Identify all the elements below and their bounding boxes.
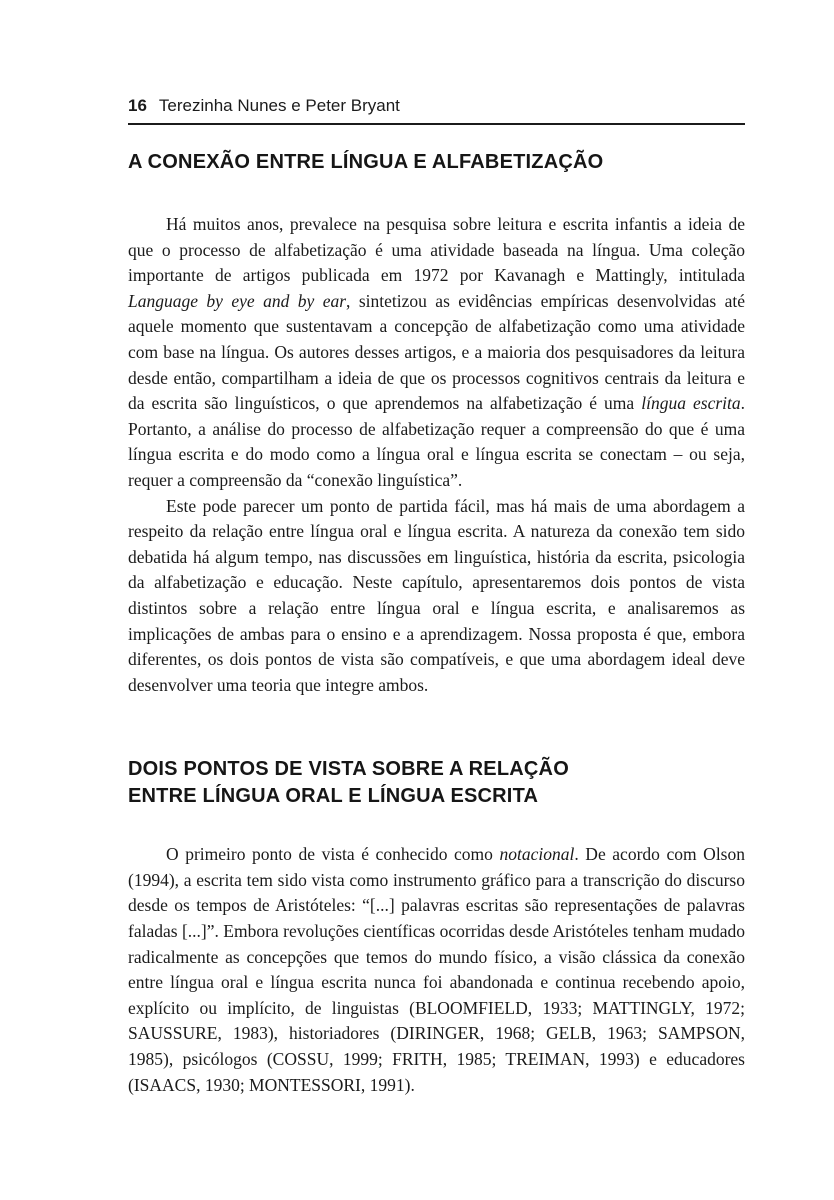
running-header: [128, 96, 745, 125]
italic-text-run: língua escrita: [641, 393, 741, 414]
text-run: . Portanto, a análise do processo de alfabetização requer a compreensão do que é uma língua escrita e do modo como a língua oral e língua escrita se conectam – ou seja, requer a compreensão da “conexão linguística”.: [128, 393, 745, 490]
section-heading-conexao: [128, 149, 745, 176]
paragraph: [128, 494, 745, 699]
heading-line: ENTRE LÍNGUA ORAL E LÍNGUA ESCRITA: [128, 785, 539, 808]
section-body-conexao: [128, 212, 745, 698]
heading-line: DOIS PONTOS DE VISTA SOBRE A RELAÇÃO: [128, 758, 569, 781]
italic-text-run: Language by eye and by ear: [128, 290, 347, 311]
page-number: 16: [128, 96, 147, 115]
text-run: O primeiro ponto de vista é conhecido como: [166, 844, 500, 865]
running-title: Terezinha Nunes e Peter Bryant: [158, 96, 400, 115]
paragraph: [128, 212, 745, 494]
section-heading-dois-pontos: [128, 756, 745, 810]
text-run: . De acordo com Olson (1994), a escrita tem sido vista como instrumento gráfico para a transcrição do discurso desde os tempos de Aristóteles: “[...] palavras escritas são representações de palavras faladas [...]”. Embora revoluções científicas ocorridas desde Aristóteles tenham mudado radicalmente as concepções que temos do mundo físico, a visão clássica da conexão entre língua oral e língua escrita nunca foi abandonada e continua recebendo apoio, explícito ou implícito, de linguistas (BLOOMFIELD, 1933; MATTINGLY, 1972; SAUSSURE, 1983), historiadores (DIRINGER, 1968; GELB, 1963; SAMPSON, 1985), psicólogos (COSSU, 1999; FRITH, 1985; TREIMAN, 1993) e educadores (ISAACS, 1930; MONTESSORI, 1991).: [128, 844, 745, 1095]
text-run: Este pode parecer um ponto de partida fácil, mas há mais de uma abordagem a respeito da relação entre língua oral e língua escrita. A natureza da conexão tem sido debatida há algum tempo, nas discussões em linguística, história da escrita, psicologia da alfabetização e educação. Neste capítulo, apresentaremos dois pontos de vista distintos sobre a relação entre língua oral e língua escrita, e analisaremos as implicações de ambas para o ensino e a aprendizagem. Nossa proposta é que, embora diferentes, os dois pontos de vista são compatíveis, e que uma abordagem ideal deve desenvolver uma teoria que integre ambos.: [128, 495, 745, 695]
heading-line: A CONEXÃO ENTRE LÍNGUA E ALFABETIZAÇÃO: [128, 151, 604, 173]
italic-text-run: notacional: [499, 844, 575, 865]
text-run: Há muitos anos, prevalece na pesquisa sobre leitura e escrita infantis a ideia de que o processo de alfabetização é uma atividade baseada na língua. Uma coleção importante de artigos publicada em 1972 por Kavanagh e Mattingly, intitulada: [128, 214, 745, 286]
paragraph: [128, 842, 745, 1098]
section-body-dois-pontos: [128, 842, 745, 1098]
text-run: , sintetizou as evidências empíricas desenvolvidas até aquele momento que sustentavam a concepção de alfabetização como uma atividade com base na língua. Os autores desses artigos, e a maioria dos pesquisadores da leitura desde então, compartilham a ideia de que os processos cognitivos centrais da leitura e da escrita são linguísticos, o que aprendemos na alfabetização é uma: [128, 290, 745, 414]
